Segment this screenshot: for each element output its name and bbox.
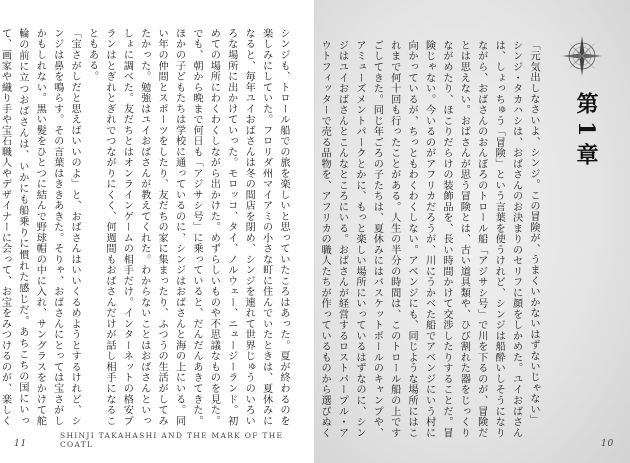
left-page-body: シンジも、トロール船での旅を楽しいと思っていたころはあった。夏が終わるのを楽しみにしていた。フロリダ州マイアミの小さな町に住んでいたときは、夏休みになると、毎年ユイおばさんは冬の間店を閉め、シンジを連れて世界じゅうのいろいろな場所に出かけていった。モロッコ、タイ、ノルウェー、ニュージーランド。初めての場所にわくわくしながら出かけた。めずらしいものや不思議なものを見た。でも、朝から晩まで何日も「アジサシ号」に乗っていると、だんだんあきてきた。ほかの子どもたちは学校に通っているのに、シンジはおばさんと海の上にいる。同い年の仲間とスポーツをしたり、友だちの家に集まったり、ふつうの生活がしてみたかった。勉強はユイおばさんが教えてくれた。わからないことはおばさんといっしょに調べた。友だちとはオンラインゲームの相手だけ。インターネットの格安プランはとぎれとぎれでつながりにくく、何週間もおばさんだけが話し相手になることもある。 「宝さがしだと思えばいいのよ」と、おばさんはいいくるめようとするけれど、シンジは鼻を鳴らす。その言葉はききあきた。そりゃ、おばさんにとっては宝さがしかもしれない。黒い髪をひとつに結んで野球帽の中に入れ、サングラスをかけて舵輪の前に立つおばさんは、いかにも船乗りに慣れた感じだ。あちこちの国にいって、画家や織り手や宝石職人やデザイナーに会って、お宝をみつけるのが、楽しく — [0, 28, 289, 426]
left-page-number: 11 — [14, 439, 28, 449]
running-title: SHINJI TAKAHASHI AND THE MARK OF THE COATL — [60, 431, 284, 449]
right-page-number: 10 — [600, 439, 614, 449]
right-page — [315, 0, 630, 463]
chapter-title: 第1章 — [573, 92, 599, 173]
compass-rose-icon — [560, 34, 604, 78]
right-page-body: 「元気出しなさいよ、シンジ。この冒険が、うまくいかないはずないじゃない」 シンジ・タカハシは、おばさんのお決まりのセリフに顔をしかめた。ユイおばさんは、しょっちゅう「冒険」という言葉を使うけれど、シンジは船酔いしそうになりながら、おばさんのおんぼろのトロール船「アジサシ号」で川を下るのが、冒険だとは思えない。おばさんが思う冒険とは、古い道具類や、ひび割れた器をじっくりながめたり、ほこりだらけの装飾品を、長い時間かけて交渉したりすることだ。冒険じゃない。今いるのがアフリカだろうが、川にうかべた船でアベンジにいう村に向かっているが、ちっともわくわくしない。アベンジにも、同じような場所にはこれまで何十回も行ったことがある。人生の半分の時間は、このトロール船の上ですごしてきた。同じ年ごろの子たちは、夏休みにはバスケットボールのキャンプや、アミューズメントパークとかに、もっと楽しい場所にいっているはずなのに、シンジはユイおばさんとこんなところにいる。おばさんが経営するロストパープル・アウトフィッターで売る品物を、アフリカの職人たちが作っているものから選びぬく — [319, 40, 539, 438]
